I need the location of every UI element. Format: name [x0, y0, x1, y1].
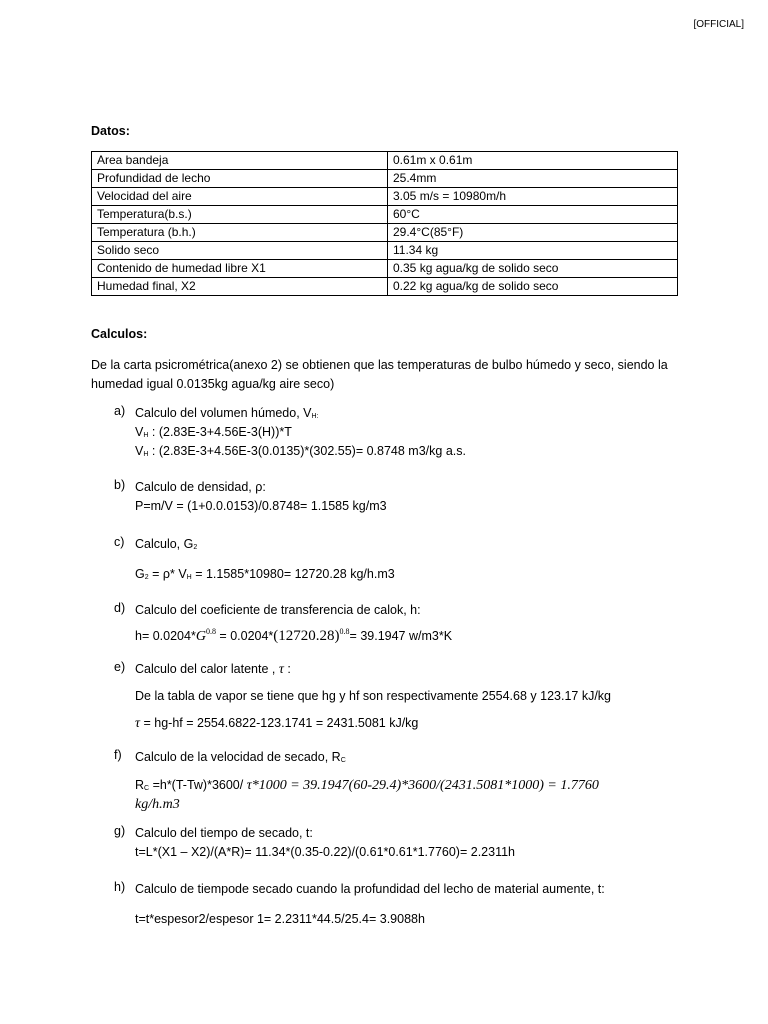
formula-line: De la tabla de vapor se tiene que hg y hf son respectivamente 2554.68 y 123.17 kJ/kg [135, 689, 612, 703]
datos-heading: Datos: [91, 124, 130, 138]
table-row [92, 260, 678, 278]
table-cell-parameter: Profundidad de lecho [92, 170, 388, 188]
table-cell-parameter: Temperatura(b.s.) [92, 206, 388, 224]
table-cell-parameter: Solido seco [92, 242, 388, 260]
formula-line: $V_H$ : (2.83E-3+4.56E-3(H))*T [135, 425, 292, 439]
data-table [91, 151, 678, 296]
table-cell-parameter: Contenido de humedad libre X1 [92, 260, 388, 278]
step-title: Calculo de la velocidad de secado, $R_C$ [135, 750, 346, 764]
step-title: Calculo del tiempo de secado, t: [135, 826, 313, 840]
table-cell-value: 11.34 kg [388, 242, 678, 260]
formula-line: t=L*(X1 – X2)/(A*R)= 11.34*(0.35-0.22)/(0.61*0.61*1.7760)= 2.2311h [135, 845, 515, 859]
formula-line: $G_2 = \rho*$ $V_H = 1.1585*10980= 12720.28$ kg/h.m3 [135, 567, 395, 581]
step-label: b) [114, 478, 126, 492]
intro-line: De la carta psicrométrica(anexo 2) se obtienen que las temperaturas de bulbo húmedo y seco, siendo la [91, 358, 668, 372]
step-title: Calculo del calor latente , τ : [135, 662, 291, 677]
step-label: h) [114, 880, 126, 894]
table-row [92, 152, 678, 170]
table-row [92, 188, 678, 206]
table-cell-parameter: Velocidad del aire [92, 188, 388, 206]
formula-line: t=t*espesor2/espesor 1= 2.2311*44.5/25.4= 3.9088h [135, 912, 425, 926]
step-title: Calculo, $G_2$ [135, 537, 198, 551]
table-cell-value: 29.4°C(85°F) [388, 224, 678, 242]
table-row [92, 170, 678, 188]
formula-line: kg/h.m3 [135, 797, 180, 812]
table-cell-value: 25.4mm [388, 170, 678, 188]
table-row [92, 224, 678, 242]
step-title: Calculo de tiempode secado cuando la profundidad del lecho de material aumente, t: [135, 882, 605, 896]
table-row [92, 206, 678, 224]
table-row [92, 242, 678, 260]
table-row [92, 278, 678, 296]
table-cell-value: 0.22 kg agua/kg de solido seco [388, 278, 678, 296]
formula-line: τ = hg-hf = 2554.6822-123.1741 = 2431.5081 kJ/kg [135, 716, 419, 731]
table-cell-value: 60°C [388, 206, 678, 224]
intro-line: humedad igual 0.0135kg agua/kg aire seco) [91, 377, 335, 391]
classification-label: [OFFICIAL] [693, 19, 744, 30]
intro-paragraph [91, 355, 691, 393]
step-label: a) [114, 404, 126, 418]
step-title: Calculo del volumen húmedo, $V_{H:}$ [135, 406, 319, 420]
formula-line: P=m/V = (1+0.0.0153)/0.8748= 1.1585 kg/m3 [135, 499, 387, 513]
table-cell-value: 3.05 m/s = 10980m/h [388, 188, 678, 206]
step-label: d) [114, 601, 126, 615]
step-label: f) [114, 748, 122, 762]
step-label: c) [114, 535, 125, 549]
step-title: Calculo de densidad, ρ: [135, 480, 266, 494]
formula-line: $V_H$ : (2.83E-3+4.56E-3(0.0135)*(302.55)= 0.8748 m3/kg a.s. [135, 444, 466, 458]
formula-line: $R_C =h*(T-Tw)*3600/$ τ*1000 = 39.1947(60-29.4)*3600/(2431.5081*1000) = 1.7760 [135, 778, 599, 793]
step-title: Calculo del coeficiente de transferencia de calok, h: [135, 603, 421, 617]
table-cell-value: 0.61m x 0.61m [388, 152, 678, 170]
step-label: e) [114, 660, 126, 674]
table-cell-value: 0.35 kg agua/kg de solido seco [388, 260, 678, 278]
step-label: g) [114, 824, 126, 838]
table-cell-parameter: Temperatura (b.h.) [92, 224, 388, 242]
table-cell-parameter: Humedad final, X2 [92, 278, 388, 296]
table-cell-parameter: Area bandeja [92, 152, 388, 170]
formula-line: $h= 0.0204*G^{0.8} = 0.0204*(12720.28)^{0.8}= 39.1947$ w/m3*K [135, 627, 453, 644]
calculos-heading: Calculos: [91, 327, 148, 341]
